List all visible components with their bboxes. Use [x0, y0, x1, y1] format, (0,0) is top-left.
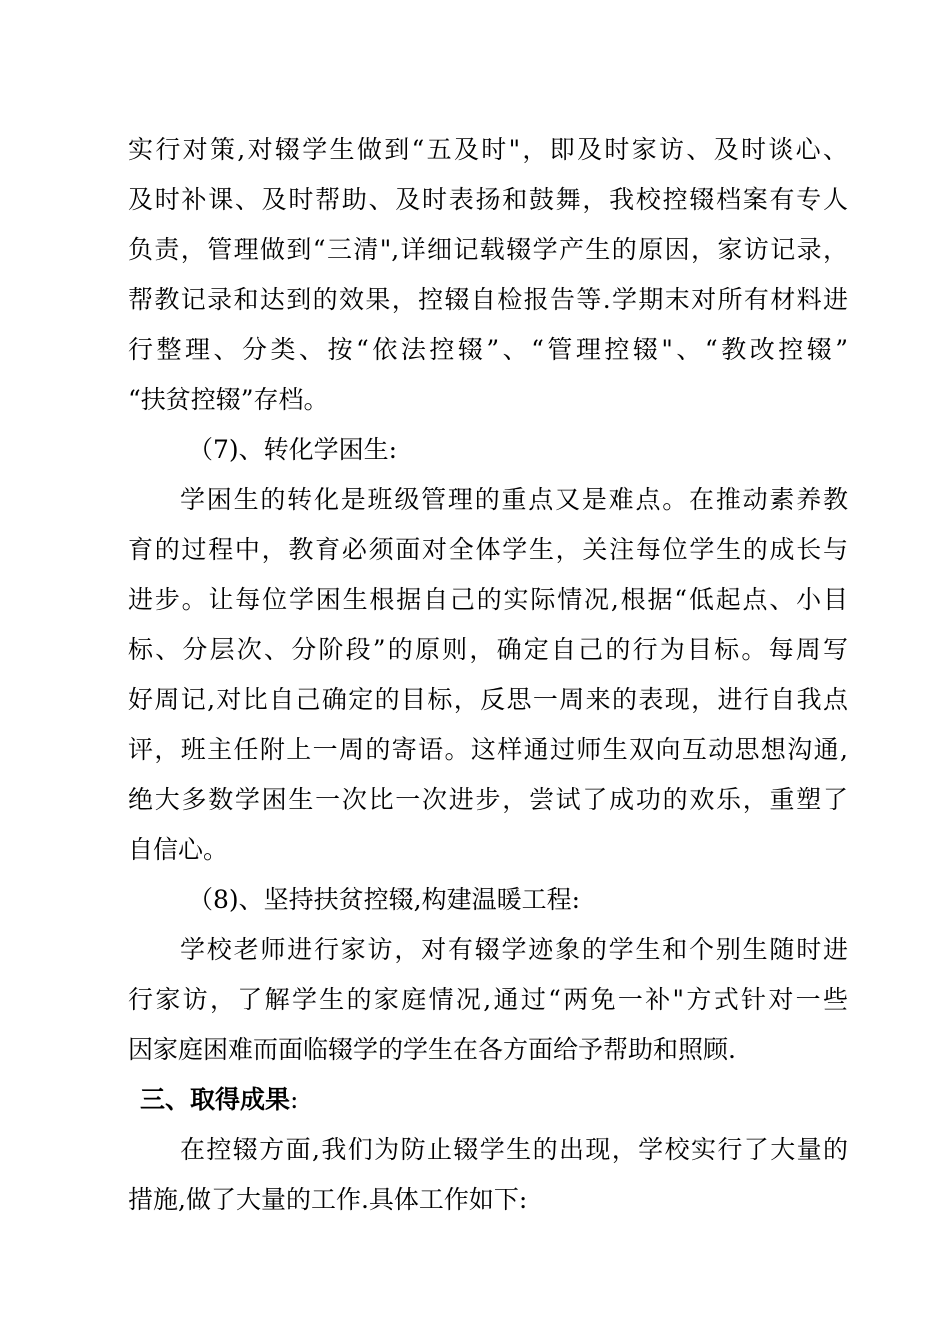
paragraph-line: 好周记,对比自己确定的目标，反思一周来的表现，进行自我点 — [128, 685, 848, 714]
section-subheading: （8)、坚持扶贫控辍,构建温暖工程: — [188, 885, 581, 914]
paragraph-line: 绝大多数学困生一次比一次进步，尝试了成功的欢乐，重塑了 — [128, 785, 848, 814]
paragraph-line: 措施,做了大量的工作.具体工作如下: — [128, 1185, 528, 1214]
section-heading-colon: : — [290, 1085, 299, 1114]
paragraph-line: 负责，管理做到“三清",详细记载辍学产生的原因，家访记录， — [128, 235, 848, 264]
paragraph-line: 标、分层次、分阶段”的原则，确定自己的行为目标。每周写 — [128, 635, 848, 664]
paragraph-line: 在控辍方面,我们为防止辍学生的出现，学校实行了大量的 — [180, 1135, 848, 1164]
section-heading — [140, 1080, 860, 1120]
paragraph-line: 育的过程中，教育必须面对全体学生，关注每位学生的成长与 — [128, 535, 848, 564]
paragraph-line: 学校老师进行家访，对有辍学迹象的学生和个别生随时进 — [180, 935, 848, 964]
paragraph-line: 帮教记录和达到的效果，控辍自检报告等.学期末对所有材料进 — [128, 285, 848, 314]
paragraph-line: 行家访，了解学生的家庭情况,通过“两免一补"方式针对一些 — [128, 985, 848, 1014]
paragraph-line: 因家庭困难而面临辍学的学生在各方面给予帮助和照顾. — [128, 1035, 736, 1064]
section-subheading: （7)、转化学困生: — [188, 435, 398, 464]
paragraph-line: 行整理、分类、按“依法控辍”、“管理控辍"、“教改控辍” — [128, 335, 848, 364]
paragraph-line: 进步。让每位学困生根据自己的实际情况,根据“低起点、小目 — [128, 585, 848, 614]
paragraph-line: 自信心。 — [128, 835, 229, 864]
paragraph-line: 及时补课、及时帮助、及时表扬和鼓舞，我校控辍档案有专人 — [128, 185, 848, 214]
paragraph-line: 实行对策,对辍学生做到“五及时"，即及时家访、及时谈心、 — [128, 135, 848, 164]
paragraph-line: “扶贫控辍”存档。 — [128, 385, 329, 414]
paragraph-line: 学困生的转化是班级管理的重点又是难点。在推动素养教 — [180, 485, 848, 514]
section-heading-text: 三、取得成果 — [140, 1085, 291, 1114]
paragraph-line: 评，班主任附上一周的寄语。这样通过师生双向互动思想沟通, — [128, 735, 848, 764]
